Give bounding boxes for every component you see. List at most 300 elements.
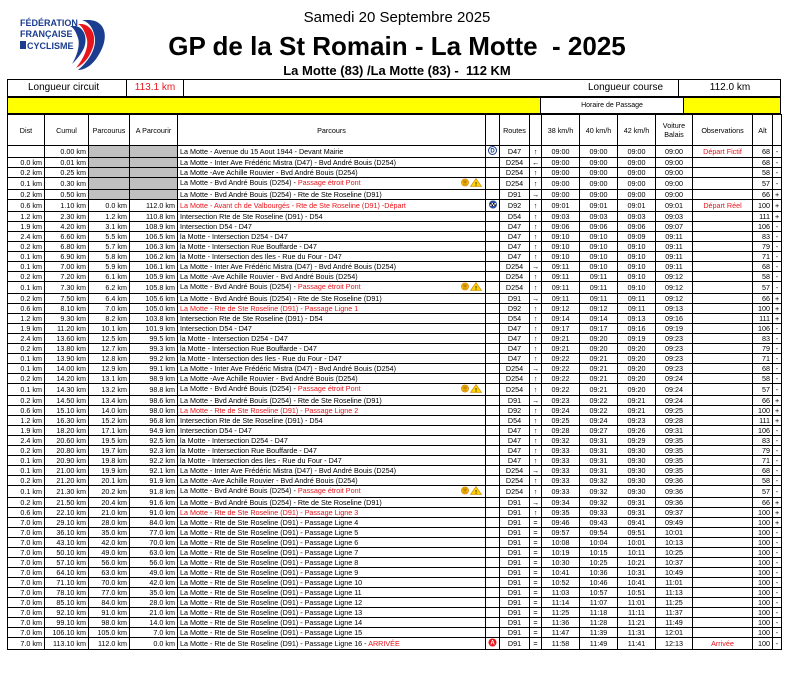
yellow-band bbox=[7, 97, 781, 114]
row-parcours-text: La Motte - Rte de Ste Roseline (D91) - Passage Ligne 9 bbox=[180, 568, 359, 577]
row-alt: 100 bbox=[753, 406, 773, 416]
row-parcourus bbox=[89, 190, 130, 200]
row-parcourus: 3.1 km bbox=[89, 222, 130, 232]
row-time-40: 09:22 bbox=[580, 396, 618, 406]
row-parcours bbox=[178, 252, 486, 262]
row-route: D91 bbox=[500, 558, 530, 568]
row-time-42: 10:11 bbox=[618, 548, 656, 558]
row-route: D47 bbox=[500, 146, 530, 158]
col-cumul: Cumul bbox=[45, 115, 89, 146]
row-time-42: 09:10 bbox=[618, 282, 656, 294]
row-dist: 1.2 km bbox=[8, 314, 45, 324]
row-voiture-balais: 10:01 bbox=[656, 528, 693, 538]
row-parcourus: 13.1 km bbox=[89, 374, 130, 384]
table-row bbox=[8, 178, 782, 190]
course-length-label: Longueur course bbox=[588, 82, 664, 93]
row-a-parcourir: 110.8 km bbox=[130, 212, 178, 222]
row-voiture-balais: 09:12 bbox=[656, 272, 693, 282]
depart-icon bbox=[488, 146, 497, 155]
row-direction: ↑ bbox=[530, 406, 542, 416]
row-a-parcourir: 92.1 km bbox=[130, 466, 178, 476]
row-slope: - bbox=[773, 578, 782, 588]
row-direction: = bbox=[530, 618, 542, 628]
row-time-40: 10:04 bbox=[580, 538, 618, 548]
row-voiture-balais: 09:11 bbox=[656, 232, 693, 242]
row-time-40: 09:31 bbox=[580, 446, 618, 456]
row-voiture-balais: 09:31 bbox=[656, 426, 693, 436]
row-icon bbox=[486, 252, 500, 262]
row-time-38: 09:33 bbox=[542, 486, 580, 498]
row-parcours-text: La Motte - Rte de Ste Roseline (D91) - Passage Ligne 12 bbox=[180, 598, 363, 607]
row-dist: 7.0 km bbox=[8, 528, 45, 538]
row-time-40: 09:10 bbox=[580, 252, 618, 262]
row-time-38: 09:00 bbox=[542, 190, 580, 200]
table-row bbox=[8, 638, 782, 650]
row-parcours-text: La Motte - Inter Ave Frédéric Mistra (D47) - Bvd André Bouis (D254) bbox=[180, 262, 396, 271]
row-time-40: 09:01 bbox=[580, 200, 618, 212]
row-icon bbox=[486, 568, 500, 578]
row-voiture-balais: 10:13 bbox=[656, 538, 693, 548]
row-observation bbox=[693, 628, 753, 638]
row-voiture-balais: 09:12 bbox=[656, 294, 693, 304]
row-direction: = bbox=[530, 638, 542, 650]
row-observation bbox=[693, 252, 753, 262]
row-direction: ↑ bbox=[530, 456, 542, 466]
row-parcours-text: La Motte -Ave Achille Rouvier - Bvd André Bouis (D254) bbox=[180, 374, 358, 383]
row-observation bbox=[693, 446, 753, 456]
table-row bbox=[8, 324, 782, 334]
row-a-parcourir: 98.8 km bbox=[130, 384, 178, 396]
row-dist: 0.2 km bbox=[8, 498, 45, 508]
row-icon bbox=[486, 334, 500, 344]
row-cumul: 7.00 km bbox=[45, 262, 89, 272]
row-alt: 100 bbox=[753, 528, 773, 538]
row-direction: ↑ bbox=[530, 446, 542, 456]
row-route: D254 bbox=[500, 178, 530, 190]
row-route: D47 bbox=[500, 446, 530, 456]
row-parcours-text: La Motte -Ave Achille Rouvier - Bvd André Bouis (D254) bbox=[180, 476, 358, 485]
row-icon bbox=[486, 518, 500, 528]
table-row bbox=[8, 426, 782, 436]
row-parcours bbox=[178, 588, 486, 598]
row-parcours bbox=[178, 262, 486, 272]
row-dist: 0.6 km bbox=[8, 304, 45, 314]
row-voiture-balais: 09:24 bbox=[656, 396, 693, 406]
row-cumul: 0.25 km bbox=[45, 168, 89, 178]
row-parcours bbox=[178, 158, 486, 168]
row-dist: 0.2 km bbox=[8, 374, 45, 384]
row-slope: - bbox=[773, 242, 782, 252]
row-time-38: 09:33 bbox=[542, 476, 580, 486]
row-parcours bbox=[178, 568, 486, 578]
row-parcourus: 7.0 km bbox=[89, 304, 130, 314]
row-parcourus: 20.2 km bbox=[89, 486, 130, 498]
row-icon bbox=[486, 466, 500, 476]
row-cumul: 18.20 km bbox=[45, 426, 89, 436]
svg-text:!!: !! bbox=[463, 180, 467, 187]
row-alt: 100 bbox=[753, 304, 773, 314]
row-a-parcourir: 56.0 km bbox=[130, 558, 178, 568]
row-time-42: 09:41 bbox=[618, 518, 656, 528]
row-parcours-text: La Motte - Bvd André Bouis (D254) - Rte de Ste Roseline (D91) bbox=[180, 396, 382, 405]
row-a-parcourir: 106.5 km bbox=[130, 232, 178, 242]
row-time-42: 09:51 bbox=[618, 528, 656, 538]
row-parcours-text: La Motte - Bvd André Bouis (D254) - bbox=[180, 178, 298, 187]
row-observation bbox=[693, 212, 753, 222]
row-parcours-text: La Motte - Rte de Ste Roseline (D91) - Passage Ligne 14 bbox=[180, 618, 363, 627]
row-alt: 57 bbox=[753, 384, 773, 396]
row-dist: 7.0 km bbox=[8, 568, 45, 578]
row-a-parcourir bbox=[130, 178, 178, 190]
row-direction: ↑ bbox=[530, 344, 542, 354]
row-time-40: 10:15 bbox=[580, 548, 618, 558]
row-route: D91 bbox=[500, 618, 530, 628]
row-a-parcourir: 91.8 km bbox=[130, 486, 178, 498]
table-row bbox=[8, 588, 782, 598]
row-cumul: 7.50 km bbox=[45, 294, 89, 304]
row-alt: 100 bbox=[753, 628, 773, 638]
row-parcours bbox=[178, 476, 486, 486]
row-parcours bbox=[178, 538, 486, 548]
row-parcourus: 13.4 km bbox=[89, 396, 130, 406]
row-cumul: 13.80 km bbox=[45, 344, 89, 354]
row-route: D254 bbox=[500, 476, 530, 486]
row-dist: 0.6 km bbox=[8, 200, 45, 212]
row-time-38: 09:17 bbox=[542, 324, 580, 334]
row-route: D91 bbox=[500, 528, 530, 538]
row-voiture-balais: 12:13 bbox=[656, 638, 693, 650]
row-time-40: 09:43 bbox=[580, 518, 618, 528]
row-dist: 0.1 km bbox=[8, 282, 45, 294]
row-time-38: 09:22 bbox=[542, 364, 580, 374]
row-time-42: 09:30 bbox=[618, 476, 656, 486]
table-row bbox=[8, 436, 782, 446]
row-icon bbox=[486, 304, 500, 314]
row-observation bbox=[693, 324, 753, 334]
row-parcours-text: La Motte - Rte de Ste Roseline (D91) - Passage Ligne 13 bbox=[180, 608, 363, 617]
row-icon bbox=[486, 294, 500, 304]
row-direction: ↑ bbox=[530, 282, 542, 294]
row-time-42: 10:21 bbox=[618, 558, 656, 568]
col-routes: Routes bbox=[500, 115, 530, 146]
row-slope: - bbox=[773, 588, 782, 598]
row-parcours-text: La Motte -Ave Achille Rouvier - Bvd André Bouis (D254) bbox=[180, 272, 358, 281]
row-icon bbox=[486, 200, 500, 212]
row-cumul: 7.20 km bbox=[45, 272, 89, 282]
col-voiture-balais: Voiture Balais bbox=[656, 115, 693, 146]
row-cumul: 85.10 km bbox=[45, 598, 89, 608]
row-icon bbox=[486, 384, 500, 396]
row-parcours bbox=[178, 324, 486, 334]
table-row bbox=[8, 222, 782, 232]
row-cumul: 20.80 km bbox=[45, 446, 89, 456]
row-time-42: 10:41 bbox=[618, 578, 656, 588]
svg-text:!: ! bbox=[475, 285, 477, 291]
row-cumul: 21.00 km bbox=[45, 466, 89, 476]
row-icon bbox=[486, 178, 500, 190]
table-row bbox=[8, 528, 782, 538]
table-row bbox=[8, 456, 782, 466]
row-dist: 0.0 km bbox=[8, 158, 45, 168]
svg-text:FÉDÉRATION: FÉDÉRATION bbox=[20, 18, 78, 28]
row-a-parcourir: 105.0 km bbox=[130, 304, 178, 314]
row-time-40: 09:32 bbox=[580, 476, 618, 486]
row-dist: 0.1 km bbox=[8, 384, 45, 396]
row-cumul: 22.10 km bbox=[45, 508, 89, 518]
row-cumul: 4.20 km bbox=[45, 222, 89, 232]
row-a-parcourir: 42.0 km bbox=[130, 578, 178, 588]
row-slope: - bbox=[773, 232, 782, 242]
row-parcourus: 12.8 km bbox=[89, 354, 130, 364]
row-observation bbox=[693, 314, 753, 324]
row-a-parcourir: 92.3 km bbox=[130, 446, 178, 456]
row-alt: 79 bbox=[753, 446, 773, 456]
row-dist: 7.0 km bbox=[8, 618, 45, 628]
row-parcours bbox=[178, 486, 486, 498]
table-row bbox=[8, 354, 782, 364]
row-time-42: 09:06 bbox=[618, 222, 656, 232]
svg-text:D: D bbox=[490, 148, 495, 155]
row-voiture-balais: 09:36 bbox=[656, 486, 693, 498]
row-time-40: 10:25 bbox=[580, 558, 618, 568]
row-voiture-balais: 09:11 bbox=[656, 252, 693, 262]
row-direction: ↑ bbox=[530, 222, 542, 232]
row-slope: - bbox=[773, 476, 782, 486]
row-route: D92 bbox=[500, 304, 530, 314]
row-time-38: 10:30 bbox=[542, 558, 580, 568]
row-icon bbox=[486, 508, 500, 518]
row-slope: - bbox=[773, 146, 782, 158]
row-route: D47 bbox=[500, 344, 530, 354]
row-cumul: 106.10 km bbox=[45, 628, 89, 638]
row-time-42: 09:21 bbox=[618, 396, 656, 406]
row-cumul: 14.50 km bbox=[45, 396, 89, 406]
row-parcourus: 10.1 km bbox=[89, 324, 130, 334]
row-alt: 100 bbox=[753, 588, 773, 598]
svg-text:!!: !! bbox=[463, 386, 467, 393]
table-row bbox=[8, 608, 782, 618]
row-alt: 68 bbox=[753, 158, 773, 168]
row-route: D47 bbox=[500, 222, 530, 232]
row-route: D47 bbox=[500, 252, 530, 262]
row-time-40: 09:00 bbox=[580, 158, 618, 168]
row-voiture-balais: 09:37 bbox=[656, 508, 693, 518]
row-slope: - bbox=[773, 618, 782, 628]
row-voiture-balais: 09:49 bbox=[656, 518, 693, 528]
row-time-38: 09:57 bbox=[542, 528, 580, 538]
row-cumul: 14.30 km bbox=[45, 384, 89, 396]
row-direction: ↑ bbox=[530, 314, 542, 324]
row-time-40: 10:36 bbox=[580, 568, 618, 578]
row-observation bbox=[693, 426, 753, 436]
col-42: 42 km/h bbox=[618, 115, 656, 146]
row-dist: 0.2 km bbox=[8, 476, 45, 486]
row-icon bbox=[486, 222, 500, 232]
row-cumul: 20.60 km bbox=[45, 436, 89, 446]
row-a-parcourir: 28.0 km bbox=[130, 598, 178, 608]
row-dist: 0.1 km bbox=[8, 364, 45, 374]
row-observation bbox=[693, 406, 753, 416]
row-a-parcourir: 49.0 km bbox=[130, 568, 178, 578]
row-parcours bbox=[178, 190, 486, 200]
course-length-value: 112.0 km bbox=[678, 80, 781, 96]
row-parcours bbox=[178, 282, 486, 294]
row-observation bbox=[693, 374, 753, 384]
row-time-38: 10:41 bbox=[542, 568, 580, 578]
row-alt: 106 bbox=[753, 426, 773, 436]
row-time-38: 09:11 bbox=[542, 282, 580, 294]
row-time-38: 09:25 bbox=[542, 416, 580, 426]
row-time-38: 09:06 bbox=[542, 222, 580, 232]
row-slope: - bbox=[773, 272, 782, 282]
row-observation bbox=[693, 190, 753, 200]
row-a-parcourir: 106.3 km bbox=[130, 242, 178, 252]
row-parcours-highlight: Passage étroit Pont bbox=[297, 178, 361, 187]
row-cumul: 21.20 km bbox=[45, 476, 89, 486]
table-row bbox=[8, 578, 782, 588]
row-slope: + bbox=[773, 406, 782, 416]
row-parcours bbox=[178, 242, 486, 252]
row-route: D91 bbox=[500, 638, 530, 650]
row-parcours-text: La Motte - Rte de Ste Roseline (D91) - Passage Ligne 7 bbox=[180, 548, 359, 557]
row-direction: ↑ bbox=[530, 436, 542, 446]
row-parcourus: 28.0 km bbox=[89, 518, 130, 528]
row-slope: - bbox=[773, 252, 782, 262]
row-alt: 106 bbox=[753, 222, 773, 232]
row-observation bbox=[693, 242, 753, 252]
row-direction: ↑ bbox=[530, 334, 542, 344]
row-direction: ← bbox=[530, 158, 542, 168]
row-alt: 57 bbox=[753, 282, 773, 294]
row-parcours bbox=[178, 406, 486, 416]
row-route: D254 bbox=[500, 384, 530, 396]
circuit-length-value: 113.1 km bbox=[126, 80, 184, 96]
row-route: D254 bbox=[500, 168, 530, 178]
row-parcours bbox=[178, 272, 486, 282]
row-parcours-highlight: La Motte - Rte de Ste Roseline (D91) - Passage Ligne 3 bbox=[180, 508, 359, 517]
row-dist: 0.2 km bbox=[8, 446, 45, 456]
row-parcours-text: Intersection Rte de Ste Roseline (D91) - D54 bbox=[180, 314, 323, 323]
row-icon bbox=[486, 354, 500, 364]
row-parcourus: 8.2 km bbox=[89, 314, 130, 324]
row-observation bbox=[693, 558, 753, 568]
row-parcours-text: La Motte - Rte de Ste Roseline (D91) - Passage Ligne 8 bbox=[180, 558, 359, 567]
row-a-parcourir: 101.9 km bbox=[130, 324, 178, 334]
row-icon bbox=[486, 628, 500, 638]
row-parcours bbox=[178, 178, 486, 190]
row-observation bbox=[693, 548, 753, 558]
row-observation bbox=[693, 334, 753, 344]
row-a-parcourir: 99.5 km bbox=[130, 334, 178, 344]
row-parcours bbox=[178, 578, 486, 588]
row-observation: Départ Réel bbox=[693, 200, 753, 212]
row-route: D254 bbox=[500, 158, 530, 168]
table-row bbox=[8, 548, 782, 558]
row-alt: 68 bbox=[753, 262, 773, 272]
row-direction: = bbox=[530, 578, 542, 588]
col-dist: Dist bbox=[8, 115, 45, 146]
row-a-parcourir: 112.0 km bbox=[130, 200, 178, 212]
row-parcours bbox=[178, 344, 486, 354]
row-parcours-highlight: La Motte - Avant ch de Valbourgés - Rte de Ste Roseline (D91) -Départ bbox=[180, 201, 406, 210]
row-alt: 71 bbox=[753, 354, 773, 364]
col-icon bbox=[486, 115, 500, 146]
row-a-parcourir: 106.1 km bbox=[130, 262, 178, 272]
row-dist: 1.2 km bbox=[8, 416, 45, 426]
row-alt: 100 bbox=[753, 568, 773, 578]
row-parcours-highlight: ARRIVÉE bbox=[368, 639, 400, 648]
row-route: D91 bbox=[500, 568, 530, 578]
row-time-42: 10:31 bbox=[618, 568, 656, 578]
row-a-parcourir: 99.3 km bbox=[130, 344, 178, 354]
row-parcours bbox=[178, 416, 486, 426]
row-time-38: 09:10 bbox=[542, 252, 580, 262]
row-time-42: 09:30 bbox=[618, 466, 656, 476]
row-time-42: 09:09 bbox=[618, 232, 656, 242]
row-a-parcourir: 77.0 km bbox=[130, 528, 178, 538]
row-direction: = bbox=[530, 588, 542, 598]
table-row bbox=[8, 396, 782, 406]
row-observation bbox=[693, 598, 753, 608]
row-parcours bbox=[178, 456, 486, 466]
caution-icon bbox=[461, 486, 483, 497]
row-cumul: 0.01 km bbox=[45, 158, 89, 168]
row-slope: - bbox=[773, 324, 782, 334]
row-slope: - bbox=[773, 344, 782, 354]
row-parcours-highlight: Passage étroit Pont bbox=[297, 486, 361, 495]
row-parcours bbox=[178, 508, 486, 518]
row-time-38: 11:25 bbox=[542, 608, 580, 618]
row-parcours bbox=[178, 558, 486, 568]
row-icon bbox=[486, 262, 500, 272]
row-parcourus: 19.7 km bbox=[89, 446, 130, 456]
row-observation: Départ Fictif bbox=[693, 146, 753, 158]
row-parcours-text: La Motte - Bvd André Bouis (D254) - bbox=[180, 282, 298, 291]
row-parcourus: 49.0 km bbox=[89, 548, 130, 558]
row-time-42: 09:20 bbox=[618, 374, 656, 384]
table-row bbox=[8, 568, 782, 578]
row-parcourus: 6.2 km bbox=[89, 282, 130, 294]
row-cumul: 11.20 km bbox=[45, 324, 89, 334]
race-date: Samedi 20 Septembre 2025 bbox=[303, 9, 491, 26]
row-time-42: 09:00 bbox=[618, 146, 656, 158]
row-observation bbox=[693, 498, 753, 508]
row-parcours bbox=[178, 314, 486, 324]
row-a-parcourir: 92.2 km bbox=[130, 456, 178, 466]
row-parcours-text: la Motte - Intersection Rue Bouffarde - D47 bbox=[180, 344, 317, 353]
row-time-40: 11:07 bbox=[580, 598, 618, 608]
table-row bbox=[8, 232, 782, 242]
row-alt: 111 bbox=[753, 314, 773, 324]
row-voiture-balais: 09:07 bbox=[656, 222, 693, 232]
row-direction: ↑ bbox=[530, 374, 542, 384]
row-alt: 58 bbox=[753, 272, 773, 282]
row-slope: - bbox=[773, 638, 782, 650]
row-time-42: 09:10 bbox=[618, 252, 656, 262]
row-a-parcourir: 106.2 km bbox=[130, 252, 178, 262]
row-observation bbox=[693, 608, 753, 618]
row-parcours-highlight: Passage étroit Pont bbox=[297, 384, 361, 393]
row-a-parcourir: 7.0 km bbox=[130, 628, 178, 638]
caution-icon bbox=[461, 282, 483, 293]
row-route: D47 bbox=[500, 354, 530, 364]
row-time-42: 09:21 bbox=[618, 406, 656, 416]
table-row bbox=[8, 384, 782, 396]
row-parcourus: 63.0 km bbox=[89, 568, 130, 578]
row-icon bbox=[486, 538, 500, 548]
row-observation bbox=[693, 344, 753, 354]
row-parcours-text: Intersection Rte de Ste Roseline (D91) - D54 bbox=[180, 212, 323, 221]
